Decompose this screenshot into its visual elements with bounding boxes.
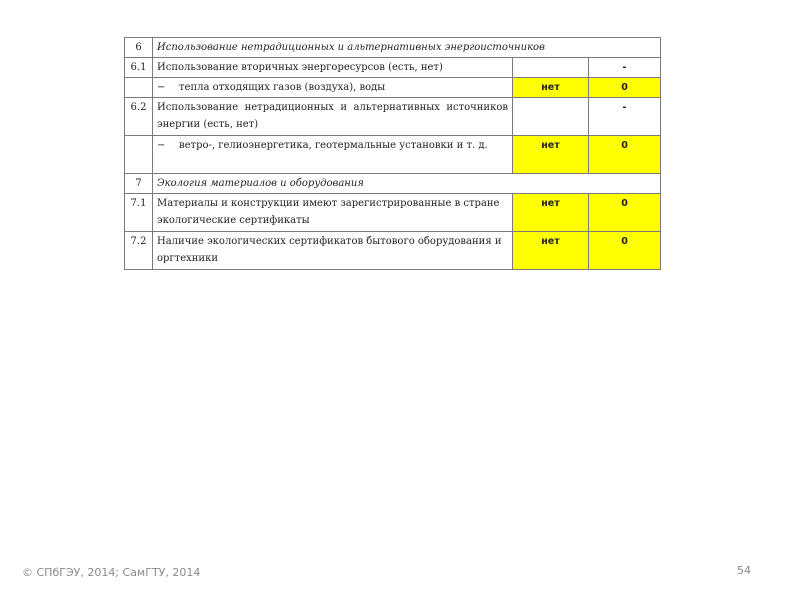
value-cell: нет [513,78,589,98]
row-text-cell [153,136,513,174]
row-number: 7 [125,174,153,194]
score-cell: 0 [589,232,661,270]
row-number: 7.2 [125,232,153,270]
row-number: 6.2 [125,98,153,136]
row-number: 6.1 [125,58,153,78]
table-row [125,232,661,270]
row-number: 7.1 [125,194,153,232]
row-number: 6 [125,38,153,58]
dash-bullet: − [157,82,166,93]
table-row [125,38,661,58]
value-cell: нет [513,194,589,232]
value-cell: нет [513,136,589,174]
score-cell: - [589,58,661,78]
row-text-cell [153,78,513,98]
criteria-table [124,37,661,270]
row-text: Материалы и конструкции имеют зарегистрированные в стране экологические сертификаты [153,194,513,232]
section-title: Экология материалов и оборудования [153,174,661,194]
row-number [125,78,153,98]
row-text: Наличие экологических сертификатов бытового оборудования и оргтехники [153,232,513,270]
score-cell: 0 [589,136,661,174]
score-cell: 0 [589,194,661,232]
value-cell: нет [513,232,589,270]
section-title: Использование нетрадиционных и альтернативных энергоисточников [153,38,661,58]
score-cell: - [589,98,661,136]
row-text: тепла отходящих газов (воздуха), воды [179,82,386,93]
page-number: 54 [737,564,751,577]
table-row [125,78,661,98]
table-row [125,194,661,232]
row-text: Использование вторичных энергоресурсов (есть, нет) [153,58,513,78]
row-number [125,136,153,174]
table-row [125,98,661,136]
dash-bullet: − [157,140,166,151]
value-cell [513,58,589,78]
score-cell: 0 [589,78,661,98]
table-row [125,58,661,78]
table-row [125,136,661,174]
table-row [125,174,661,194]
footer-copyright: © СПбГЭУ, 2014; СамГТУ, 2014 [22,566,201,579]
row-text: ветро-, гелиоэнергетика, геотермальные установки и т. д. [179,140,488,151]
row-text: Использование нетрадиционных и альтернативных источников энергии (есть, нет) [153,98,513,136]
value-cell [513,98,589,136]
